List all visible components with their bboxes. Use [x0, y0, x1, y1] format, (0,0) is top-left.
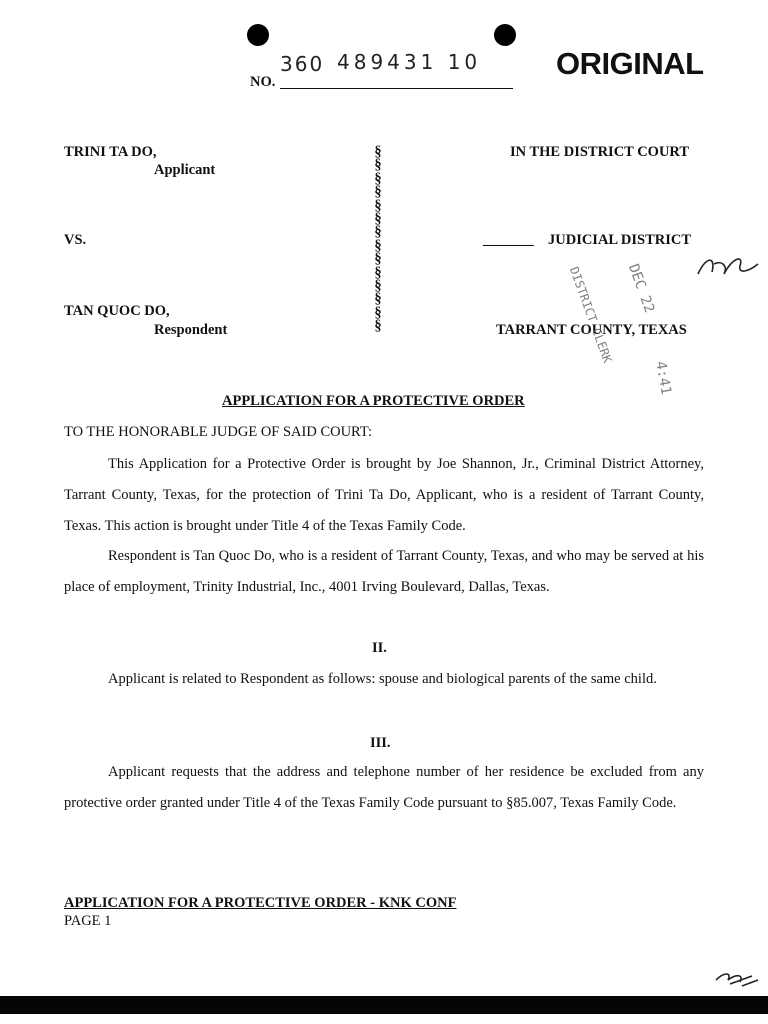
judicial-district: JUDICIAL DISTRICT — [548, 232, 692, 248]
section-3-heading: III. — [370, 735, 391, 751]
footer-title: APPLICATION FOR A PROTECTIVE ORDER - KNK CONF — [64, 895, 457, 911]
footer-page-number: PAGE 1 — [64, 913, 112, 929]
case-number: 489431 10 — [337, 50, 482, 74]
section-symbol: § — [374, 251, 382, 268]
section-symbol: § — [374, 318, 382, 335]
original-stamp-title: ORIGINAL — [556, 46, 704, 81]
section-symbol: § — [374, 278, 382, 295]
section-symbol: § — [374, 291, 382, 308]
section-symbol: § — [374, 237, 382, 254]
case-number-underline — [280, 88, 513, 89]
section-symbol-column — [368, 146, 388, 334]
stamp-time: 4:41 — [652, 360, 674, 396]
county-state: TARRANT COUNTY, TEXAS — [496, 322, 687, 338]
section-symbol: § — [374, 304, 382, 321]
versus-label: VS. — [64, 232, 87, 248]
document-title: APPLICATION FOR A PROTECTIVE ORDER — [222, 393, 525, 409]
section-symbol: § — [374, 184, 382, 201]
respondent-role: Respondent — [154, 322, 228, 338]
clerk-filing-stamp — [567, 265, 615, 365]
paragraph-2: Respondent is Tan Quoc Do, who is a resident of Tarrant County, Texas, and who may be served at his place of employment, Trinity Industrial, Inc., 4001 Irving Boulevard, Dallas, Texas. — [64, 548, 704, 595]
salutation: TO THE HONORABLE JUDGE OF SAID COURT: — [64, 424, 373, 440]
section-symbol: § — [374, 264, 382, 281]
section-symbol: § — [374, 157, 382, 174]
section-symbol: § — [374, 211, 382, 228]
section-symbol: § — [374, 224, 382, 241]
handwritten-mark-icon — [712, 966, 762, 990]
section-symbol: § — [374, 144, 382, 160]
stamp-clerk-text: DISTRICT CLERK — [566, 265, 615, 365]
court-name: IN THE DISTRICT COURT — [510, 144, 690, 160]
handwritten-initials-icon — [692, 246, 762, 286]
applicant-role: Applicant — [154, 162, 216, 178]
section-2-heading: II. — [372, 640, 387, 656]
scan-bottom-edge — [0, 996, 768, 1014]
paragraph-1: This Application for a Protective Order is brought by Joe Shannon, Jr., Criminal District Attorney, Tarrant County, Texas, for the protection of Trini Ta Do, Applicant, who is a resident of Tarrant County, Texas. This action is brought under Title 4 of the Texas Family Code. — [64, 456, 704, 534]
punch-hole-left — [247, 24, 269, 46]
respondent-name: TAN QUOC DO, — [64, 303, 170, 319]
district-blank: _______ — [483, 232, 534, 248]
section-symbol: § — [374, 197, 382, 214]
applicant-name: TRINI TA DO, — [64, 144, 157, 160]
punch-hole-right — [494, 24, 516, 46]
section-3-text: Applicant requests that the address and telephone number of her residence be excluded from any protective order granted under Title 4 of the Texas Family Code pursuant to §85.007, Texas Family Code. — [64, 764, 704, 811]
case-number-prefix: 360 — [280, 52, 325, 76]
section-symbol: § — [374, 170, 382, 187]
stamp-date: DEC 22 — [624, 262, 658, 316]
section-2-text: Applicant is related to Respondent as follows: spouse and biological parents of the same child. — [108, 671, 657, 687]
case-number-label: NO. — [250, 74, 276, 90]
